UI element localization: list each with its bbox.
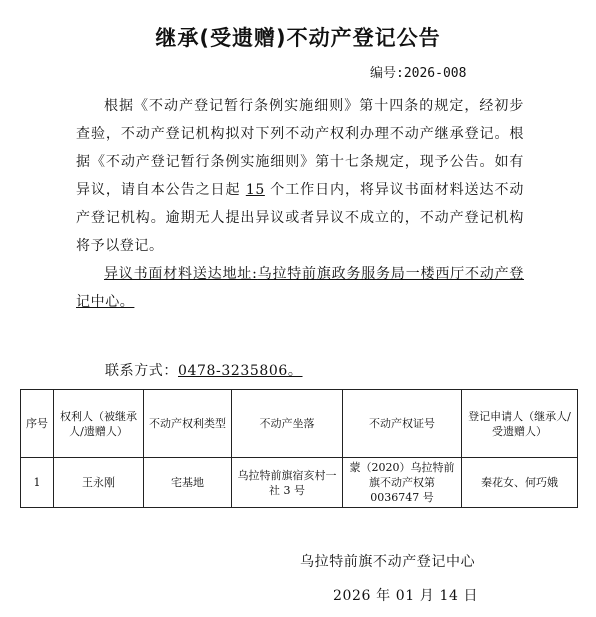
objection-days: 15: [245, 182, 265, 198]
header-index: 序号: [21, 390, 54, 458]
table-row: [21, 458, 578, 508]
contact-label: 联系方式：: [105, 363, 178, 379]
header-location: 不动产坐落: [232, 390, 343, 458]
issue-date: 2026 年 01 月 14 日: [333, 588, 479, 604]
cell-right-holder: 王永刚: [54, 458, 144, 508]
cell-certificate-no: 蒙（2020）乌拉特前旗不动产权第 0036747 号: [343, 458, 462, 508]
header-right-type: 不动产权利类型: [144, 390, 232, 458]
cell-location: 乌拉特前旗宿亥村一社 3 号: [232, 458, 343, 508]
notice-body: [76, 92, 524, 316]
table-header-row: [21, 390, 578, 458]
header-right-holder: 权利人（被继承人/遗赠人）: [54, 390, 144, 458]
registration-table: [20, 389, 578, 508]
contact-line: [105, 361, 303, 381]
cell-applicant: 秦花女、何巧娥: [462, 458, 578, 508]
address-label: 异议书面材料送达地址:: [104, 266, 258, 282]
document-number: 编号:2026-008: [370, 66, 467, 81]
notice-paragraph-address: [76, 260, 524, 316]
page-title: 继承(受遗赠)不动产登记公告: [155, 26, 441, 50]
header-certificate-no: 不动产权证号: [343, 390, 462, 458]
cell-index: 1: [21, 458, 54, 508]
header-applicant: 登记申请人（继承人/受遗赠人）: [462, 390, 578, 458]
main-text-part1: 根据《不动产登记暂行条例实施细则》第十四条的规定，经初步查验，不动产登记机构拟对下列不动产权利办理不动产继承登记。根据《不动产登记暂行条例实施细则》第十七条规定，现予公告。如有异议，请自本公告之日起: [76, 98, 524, 198]
address-value: 乌拉特前旗政务服务局一楼西厅不动产登记中心。: [76, 266, 524, 310]
issuing-organization: 乌拉特前旗不动产登记中心: [300, 554, 476, 570]
main-text-part2: 个工作日内，将异议书面材料送达不动产登记机构。逾期无人提出异议或者异议不成立的，不动产登记机构将予以登记。: [76, 182, 525, 254]
contact-phone: 0478-3235806。: [178, 363, 303, 379]
cell-right-type: 宅基地: [144, 458, 232, 508]
notice-paragraph-main: [76, 92, 524, 260]
